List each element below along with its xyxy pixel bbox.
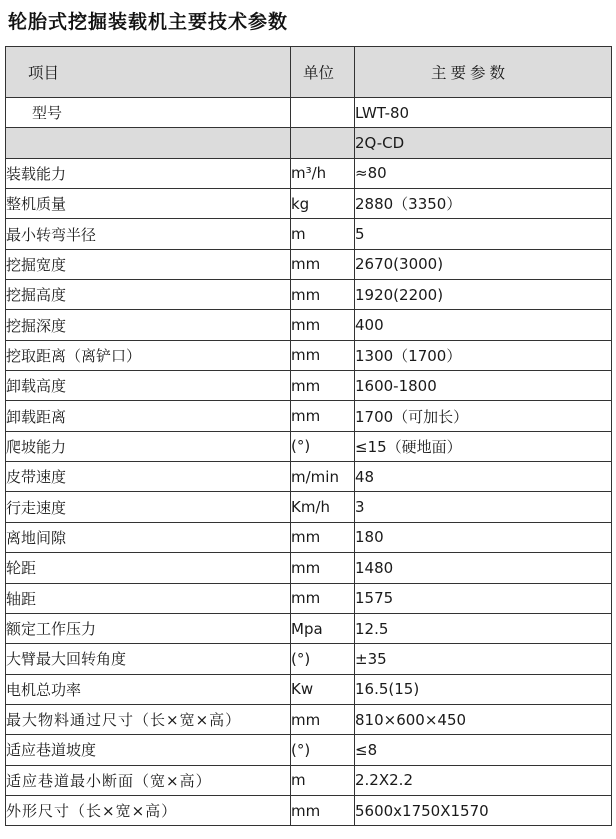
row-item: 挖掘高度 (6, 280, 291, 310)
row-unit: mm (291, 401, 355, 431)
row-unit: Mpa (291, 613, 355, 643)
table-row (6, 280, 612, 310)
table-row (6, 401, 612, 431)
row-unit: m (291, 219, 355, 249)
table-row (6, 613, 612, 643)
row-item: 外形尺寸（长×宽×高） (6, 795, 291, 825)
page-title: 轮胎式挖掘装载机主要技术参数 (8, 11, 289, 33)
row-unit: mm (291, 310, 355, 340)
row-value: 2Q-CD (355, 128, 612, 158)
row-item: 适应巷道坡度 (6, 735, 291, 765)
spec-table (5, 46, 612, 826)
table-row (6, 674, 612, 704)
table-row (6, 644, 612, 674)
row-unit (291, 98, 355, 128)
row-unit: (°) (291, 644, 355, 674)
row-value: 3 (355, 492, 612, 522)
table-row (6, 462, 612, 492)
row-unit: (°) (291, 431, 355, 461)
row-unit: mm (291, 583, 355, 613)
table-header-row (6, 47, 612, 98)
header-unit: 单位 (291, 47, 355, 98)
row-item: 最大物料通过尺寸（长×宽×高） (6, 704, 291, 734)
row-value: 1480 (355, 553, 612, 583)
row-item: 大臂最大回转角度 (6, 644, 291, 674)
row-unit: m (291, 765, 355, 795)
table-row (6, 431, 612, 461)
row-value: 2670(3000) (355, 249, 612, 279)
row-value: LWT-80 (355, 98, 612, 128)
row-item: 适应巷道最小断面（宽×高） (6, 765, 291, 795)
row-item: 轴距 (6, 583, 291, 613)
row-value: 5600x1750X1570 (355, 795, 612, 825)
row-unit: m/min (291, 462, 355, 492)
row-unit: Km/h (291, 492, 355, 522)
row-value: 1920(2200) (355, 280, 612, 310)
row-unit: mm (291, 522, 355, 552)
row-item (6, 128, 291, 158)
row-item: 额定工作压力 (6, 613, 291, 643)
row-value: 1600-1800 (355, 371, 612, 401)
row-item: 卸载距离 (6, 401, 291, 431)
table-row (6, 158, 612, 188)
row-value: 180 (355, 522, 612, 552)
row-unit: mm (291, 340, 355, 370)
row-item: 型号 (6, 98, 291, 128)
row-value: 12.5 (355, 613, 612, 643)
row-value: 1700（可加长） (355, 401, 612, 431)
table-row (6, 795, 612, 825)
row-value: ≤8 (355, 735, 612, 765)
row-unit: mm (291, 553, 355, 583)
row-unit: mm (291, 280, 355, 310)
row-value: ≤15（硬地面） (355, 431, 612, 461)
table-row (6, 492, 612, 522)
row-unit (291, 128, 355, 158)
header-item: 项目 (6, 47, 291, 98)
row-unit: m³/h (291, 158, 355, 188)
row-unit: mm (291, 795, 355, 825)
row-value: 2.2X2.2 (355, 765, 612, 795)
table-row (6, 704, 612, 734)
row-value: 810×600×450 (355, 704, 612, 734)
row-unit: mm (291, 249, 355, 279)
row-value: 1575 (355, 583, 612, 613)
row-item: 卸载高度 (6, 371, 291, 401)
row-item: 最小转弯半径 (6, 219, 291, 249)
table-row (6, 219, 612, 249)
row-item: 电机总功率 (6, 674, 291, 704)
row-value: 16.5(15) (355, 674, 612, 704)
row-value: ±35 (355, 644, 612, 674)
row-value: 400 (355, 310, 612, 340)
row-item: 整机质量 (6, 189, 291, 219)
table-row (6, 735, 612, 765)
row-item: 离地间隙 (6, 522, 291, 552)
table-row (6, 583, 612, 613)
row-unit: Kw (291, 674, 355, 704)
row-unit: (°) (291, 735, 355, 765)
row-value: 48 (355, 462, 612, 492)
row-value: 5 (355, 219, 612, 249)
row-unit: kg (291, 189, 355, 219)
row-unit: mm (291, 704, 355, 734)
table-row (6, 98, 612, 128)
row-item: 装载能力 (6, 158, 291, 188)
row-value: ≈80 (355, 158, 612, 188)
row-item: 爬坡能力 (6, 431, 291, 461)
table-row (6, 553, 612, 583)
row-value: 2880（3350） (355, 189, 612, 219)
row-item: 行走速度 (6, 492, 291, 522)
table-row (6, 340, 612, 370)
table-row (6, 371, 612, 401)
row-value: 1300（1700） (355, 340, 612, 370)
row-item: 皮带速度 (6, 462, 291, 492)
table-row (6, 249, 612, 279)
row-unit: mm (291, 371, 355, 401)
row-item: 轮距 (6, 553, 291, 583)
table-row (6, 765, 612, 795)
header-value: 主要参数 (355, 47, 612, 98)
row-item: 挖掘深度 (6, 310, 291, 340)
table-row (6, 310, 612, 340)
table-row (6, 128, 612, 158)
row-item: 挖掘宽度 (6, 249, 291, 279)
table-row (6, 189, 612, 219)
row-item: 挖取距离（离铲口） (6, 340, 291, 370)
table-row (6, 522, 612, 552)
